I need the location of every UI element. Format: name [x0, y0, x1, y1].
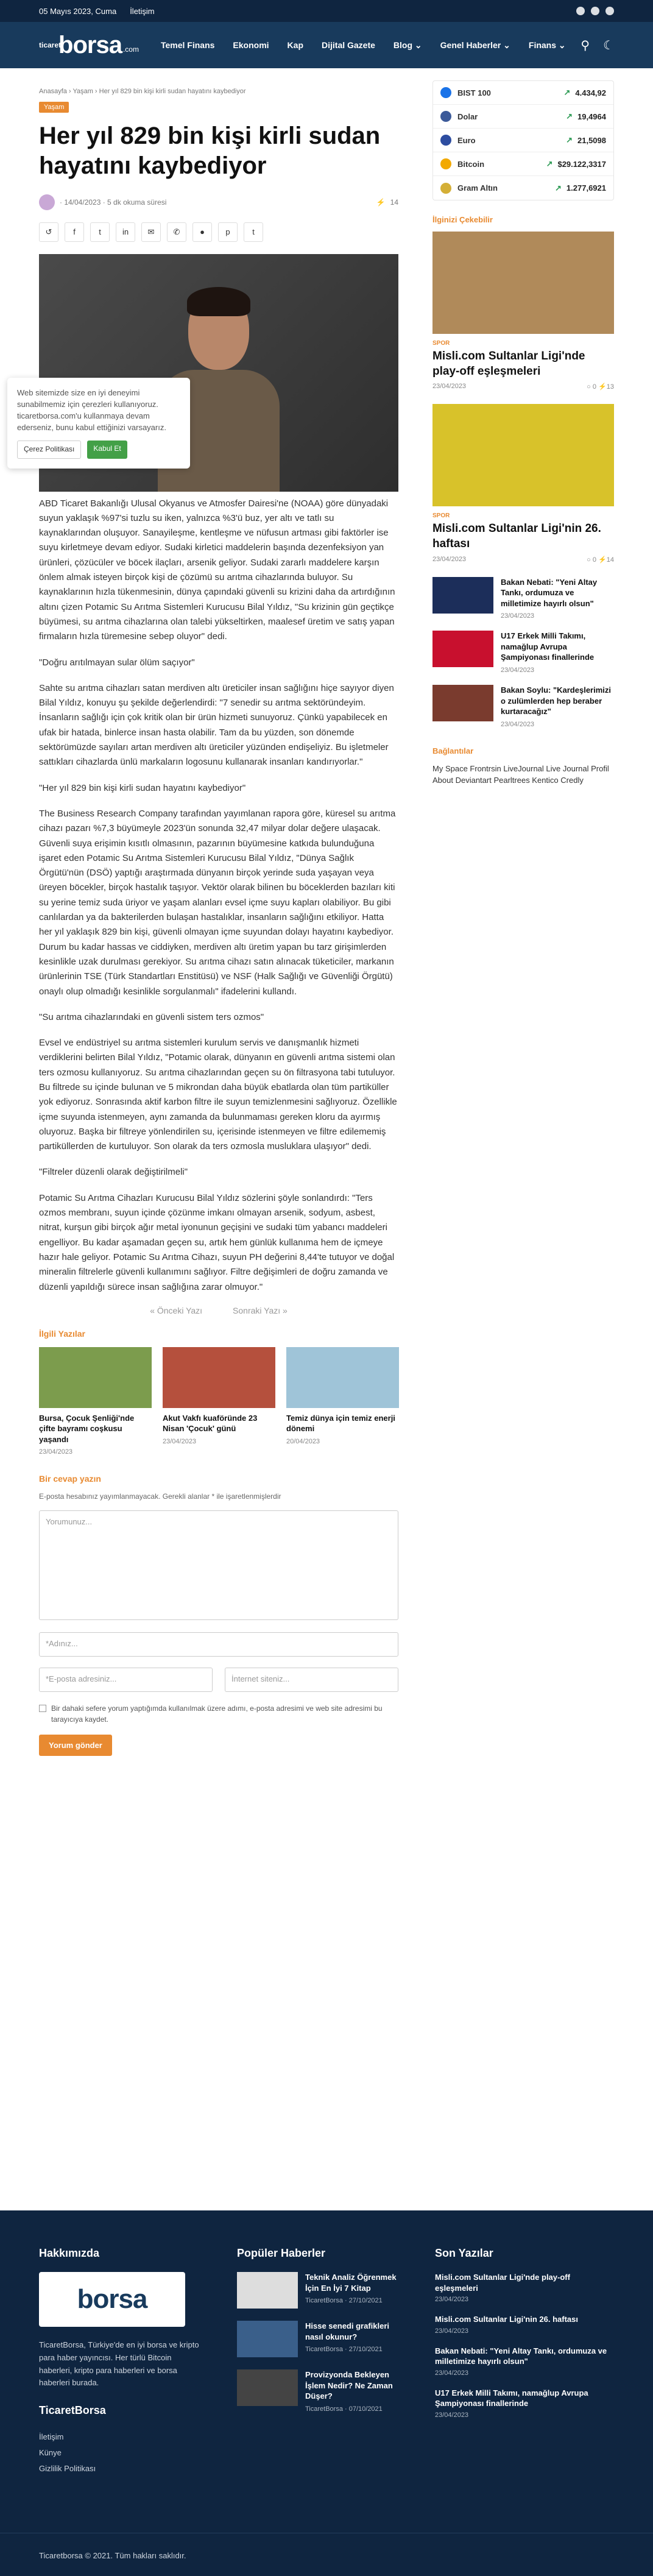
tumblr-share-icon[interactable]: t [244, 222, 263, 242]
category-badge[interactable]: Yaşam [39, 102, 69, 113]
share-icon[interactable]: ↺ [39, 222, 58, 242]
footer-about-heading: Hakkımızda [39, 2247, 100, 2259]
comment-heading: Bir cevap yazın [39, 1474, 101, 1484]
contact-link[interactable]: İletişim [130, 6, 155, 16]
list-item[interactable]: Teknik Analiz Öğrenmek İçin En İyi 7 Kitap TicaretBorsa · 27/10/2021 [237, 2272, 404, 2309]
breadcrumb[interactable]: Anasayfa › Yaşam › Her yıl 829 bin kişi kirli sudan hayatını kaybediyor [39, 88, 246, 95]
ticker-row[interactable]: BIST 100 ↗ 4.434,92 [433, 81, 613, 105]
ticker-row[interactable]: Euro ↗ 21,5098 [433, 129, 613, 152]
bolt-icon: ⚡ [598, 383, 607, 391]
related-heading: İlgili Yazılar [39, 1328, 86, 1339]
ticker-row[interactable]: Dolar ↗ 19,4964 [433, 105, 613, 129]
list-item[interactable]: Bakan Soylu: "Kardeşlerimizi o zulümlerden hep beraber kurtaracağız" 23/04/2023 [432, 685, 614, 728]
arrow-up-icon: ↗ [566, 135, 573, 144]
facebook-share-icon[interactable]: f [65, 222, 84, 242]
bolt-icon: ⚡ [598, 556, 607, 564]
gold-icon [440, 183, 451, 194]
website-field[interactable]: İnternet siteniz... [225, 1668, 398, 1692]
related-item[interactable]: Temiz dünya için temiz enerji dönemi 20/04/2023 [286, 1347, 399, 1456]
copyright: Ticaretborsa © 2021. Tüm hakları saklıdır. [39, 2551, 186, 2560]
bist-icon [440, 87, 451, 98]
search-icon[interactable]: ⚲ [581, 38, 590, 52]
list-item[interactable]: Bakan Nebati: "Yeni Altay Tankı, ordumuza ve milletimize hayırlı olsun" 23/04/2023 [432, 577, 614, 620]
twitter-icon[interactable] [591, 7, 599, 15]
nav-item-finans[interactable]: Finans ⌄ [528, 40, 566, 50]
avatar [39, 194, 55, 210]
eu-flag-icon [440, 135, 451, 146]
comment-icon: ○ [587, 556, 591, 564]
related-date: 20/04/2023 [286, 1437, 320, 1445]
footer-brand-heading: TicaretBorsa [39, 2404, 106, 2417]
dark-mode-icon[interactable]: ☾ [603, 38, 614, 52]
bolt-icon: ⚡ [376, 197, 386, 207]
partner-links[interactable]: My Space Frontrsin LiveJournal Live Journal Profil About Deviantart Pearltrees Kentico Credly [432, 763, 609, 785]
arrow-up-icon: ↗ [555, 183, 562, 193]
current-date: 05 Mayıs 2023, Cuma [39, 6, 117, 16]
nav-item-genel-haberler[interactable]: Genel Haberler ⌄ [440, 40, 510, 50]
list-item[interactable]: Hisse senedi grafikleri nasıl okunur? TicaretBorsa · 27/10/2021 [237, 2321, 404, 2357]
related-image[interactable] [286, 1347, 399, 1408]
related-posts [39, 1347, 398, 1456]
comment-textarea[interactable]: Yorumunuz... [39, 1510, 398, 1620]
share-bar [39, 222, 398, 242]
featured-image[interactable] [432, 232, 614, 334]
view-count: 14 [390, 197, 398, 207]
featured-image[interactable] [432, 404, 614, 506]
main-nav [0, 22, 653, 68]
arrow-up-icon: ↗ [563, 88, 571, 97]
related-item[interactable]: Akut Vakfı kuaföründe 23 Nisan 'Çocuk' günü 23/04/2023 [163, 1347, 275, 1456]
nav-item-kap[interactable]: Kap [287, 40, 303, 50]
email-share-icon[interactable]: ✉ [141, 222, 161, 242]
article-subheading: "Doğru arıtılmayan sular ölüm saçıyor" [39, 657, 195, 668]
featured-post[interactable]: SPOR Misli.com Sultanlar Ligi'nde play-off eşleşmeleri 23/04/2023 ○ 0 ⚡13 [432, 232, 614, 391]
submit-comment-button[interactable]: Yorum gönder [39, 1735, 112, 1756]
nav-item-temel-finans[interactable]: Temel Finans [160, 40, 215, 50]
article-paragraph: The Business Research Company tarafından yayımlanan rapora göre, küresel su arıtma cihazı pazarı %7,3 büyümeyle 2023'ün sonunda 32,47 milyar dolar değere ulaşacak. Güvenli suya erişimin kısıtlı olmasının, pazarının büyümesine katkıda bulunduğuna işaret eden Potamic Su Arıtma Sistemleri Kurucusu Bilal Yıldız, "Dünya Sağlık Örgütü'nün (DSÖ) yaptığı araştırmada dünyanın birçok yerinde suda yaşayan veya üreyen böcekler, birçok hastalık taşıyor. Vektör olarak bilinen bu böceklerden bazıları kiti su yerine temiz suda üriyor ve yaşam alanları evsel içme suyu kapları olabiliyor. Bu gibi canlılardan ya da bakterilerden bulaşan hastalıklar, insanların sağlığını etkiliyor. Hatta her yıl yaklaşık 829 bin kişi, güvenli olmayan içme suyundan dolayı hayatını kaybediyor. Durum bu kadar hassas ve ciddiyken, merdiven altı üretim yapan bu tarz girişimlerden kesinlikle uzak durulması gerekiyor. Su arıtma cihazı satın alınacak tüketiciler, markanın ürünlerinin TSE (Türk Standartları Enstitüsü) ve NSF (Halk Sağlığı ve Güvenliği Örgütü) onaylı olup olmadığı kesinlikle sorgulanmalı" ifadelerini kullandı. [39, 808, 396, 997]
list-item[interactable]: U17 Erkek Milli Takımı, namağlup Avrupa Şampiyonası finallerinde 23/04/2023 [435, 2388, 588, 2419]
thumb-image[interactable] [432, 577, 493, 614]
arrow-up-icon: ↗ [566, 111, 573, 121]
list-item[interactable]: U17 Erkek Milli Takımı, namağlup Avrupa Şampiyonası finallerinde 23/04/2023 [432, 631, 614, 674]
related-image[interactable] [163, 1347, 275, 1408]
post-navigation [39, 1306, 398, 1315]
footer-description: TicaretBorsa, Türkiye'de en iyi borsa ve kripto para haber yayıncısı. Her türlü Bitcoin haberleri, kripto para haberleri ve borsa haberleri burada. [39, 2340, 199, 2388]
footer-latest-heading: Son Yazılar [435, 2247, 493, 2259]
pinterest-share-icon[interactable]: p [218, 222, 238, 242]
next-post-link[interactable]: Sonraki Yazı » [233, 1305, 288, 1315]
article-paragraph: Evsel ve endüstriyel su arıtma sistemleri kurulum servis ve danışmanlık hizmeti verdiklerini belirten Bilal Yıldız, "Potamic olarak, dünyanın en güvenli arıtma sistemi olan ters ozmosu kullanıyoruz. Su arıtma cihazlarından geçen su ön filtrasyona tabi tutuluyor. Bu filtrede su içinde bulunan ve 5 mikrondan daha büyük ebatlarda olan tüm partiküller yok ediyoruz. Sonrasında aktif karbon filtre ile suyun temizlenmesini sağlıyoruz. Özellikle içme suyunda istenmeyen, aynı zamanda da bulunmaması gereken kloru da ayırmış oluyoruz. Başka bir filtreye yönlendirilen su, içerisinde istenmeyen ve filtre edilememiş partiküllerden de kurtuluyor. Son olarak da ters ozmosla musluklara ulaşıyor" dedi. [39, 1038, 397, 1152]
article-paragraph: Potamic Su Arıtma Cihazları Kurucusu Bilal Yıldız sözlerini şöyle sonlandırdı: "Ters ozmos membranı, suyun içinde çözünme imkanı olmayan arsenik, sodyum, asbest, nitrat, kurşun gibi birçok ağır metal iyonunun geçişini ve sudaki tüm yabancı maddeleri engelliyor. Bu kadar aşamadan geçen su, artık hem günlük kullanıma hem de içmeye hazır hale geliyor. Potamic Su Arıtma Cihazı, suyun PH değerini 8,44'te tutuyor ve doğal mineralin filtrelerle güvenli kullanımını sağlıyor. Filtre değişimleri de doğru zamanda ve düzenli yapıldığı sürece insan sağlığına zarar olmuyor." [39, 1192, 395, 1292]
twitter-share-icon[interactable]: t [90, 222, 110, 242]
post-stats: ○ 0 ⚡13 [587, 383, 614, 391]
email-field[interactable]: *E-posta adresiniz... [39, 1668, 213, 1692]
footer-logo[interactable]: borsa [39, 2272, 185, 2327]
article-paragraph: ABD Ticaret Bakanlığı Ulusal Okyanus ve Atmosfer Dairesi'ne (NOAA) göre dünyadaki suyun yaklaşık %97'si tuzlu su iken, yalnızca %3'ü buz, yer altı ve tatlı su kaynaklarından oluşuyor. Sanayileşme, kentleşme ve nüfusun artması gibi faktörler ise suyu kirletmeye devam ediyor. Sudaki kirletici maddelerin başında dezenfeksiyon yan ürünleri, çözücüler ve böcek ilaçları, arsenik geliyor. Sudaki zararlı maddelere karşın önlem almak isteyen birçok kişi de çözümü su arıtma cihazlarında buluyor. Su kaynaklarının hızla tükenmesinin, dünya çapındaki güvenli su krizini daha da artırdığının altını çizen Potamic Su Arıtma Sistemleri Kurucusu Bilal Yıldız, "Su krizinin gün geçtikçe büyümesi, su arıtma cihazlarına olan talebi yükseltirken, maalesef üretim ve satış yapan firmaların hızla türemesine sebep oluyor" dedi. [39, 498, 395, 642]
related-date: 23/04/2023 [163, 1437, 197, 1445]
arrow-up-icon: ↗ [546, 159, 553, 168]
list-item[interactable]: Provizyonda Bekleyen İşlem Nedir? Ne Zaman Düşer? TicaretBorsa · 07/10/2021 [237, 2369, 404, 2413]
article [39, 68, 398, 1756]
list-item[interactable]: Bakan Nebati: "Yeni Altay Tankı, ordumuza ve milletimize hayırlı olsun" 23/04/2023 [435, 2346, 607, 2377]
save-info-checkbox[interactable] [39, 1705, 46, 1712]
footer-link-imprint[interactable]: Künye [39, 2448, 62, 2458]
footer-popular-heading: Popüler Haberler [237, 2247, 326, 2259]
name-field[interactable]: *Adınız... [39, 1632, 398, 1657]
page-title: Her yıl 829 bin kişi kirli sudan hayatını kaybediyor [39, 122, 381, 179]
list-item[interactable]: Misli.com Sultanlar Ligi'nin 26. haftası 23/04/2023 [435, 2315, 578, 2335]
nav-item-dijital-gazete[interactable]: Dijital Gazete [322, 40, 375, 50]
article-subheading: "Filtreler düzenli olarak değiştirilmeli" [39, 1167, 188, 1178]
footer-link-contact[interactable]: İletişim [39, 2432, 64, 2442]
thumb-image[interactable] [432, 631, 493, 667]
post-stats: ○ 0 ⚡14 [587, 556, 614, 564]
top-bar [0, 0, 653, 22]
us-flag-icon [440, 111, 451, 122]
article-subheading: "Her yıl 829 bin kişi kirli sudan hayatını kaybediyor" [39, 782, 246, 793]
related-date: 23/04/2023 [39, 1448, 73, 1456]
related-item[interactable]: Bursa, Çocuk Şenliği'nde çifte bayramı coşkusu yaşandı 23/04/2023 [39, 1347, 152, 1456]
links-heading: Bağlantılar [432, 746, 474, 755]
prev-post-link[interactable]: « Önceki Yazı [150, 1305, 203, 1315]
sidebar-heading: İlginizi Çekebilir [432, 215, 493, 224]
ticker-row[interactable]: Gram Altın ↗ 1.277,6921 [433, 176, 613, 200]
footer-link-privacy[interactable]: Gizlilik Politikası [39, 2464, 96, 2474]
article-subheading: "Su arıtma cihazlarındaki en güvenli sistem ters ozmos" [39, 1011, 264, 1022]
sidebar [432, 68, 614, 1756]
cookie-banner [7, 378, 190, 469]
footer [0, 2210, 653, 2576]
article-paragraph: Sahte su arıtma cihazları satan merdiven altı üreticiler insan sağlığını hiçe sayıyor diyen Bilal Yıldız, konuyu şu şekilde değerlendirdi: "7 senedir su arıtma sektöründeyim. İnsanların sağlığı için çok kritik olan bir ürün hizmeti sunuyoruz. Çünkü yapabilecek en ufak bir hatada, binlerce insan hasta olabilir. Tam da bu yüzden, son dönemde sektörümüzde sayıları artan merdiven altı üreticiler yüzünden endişeliyiz. Bu işletmeler sattıkları cihazlarda ünlü markaların logosunu kullanarak insanları kandırıyorlar." [39, 682, 394, 768]
market-ticker [432, 80, 614, 200]
thumb-image[interactable] [237, 2369, 298, 2406]
related-image[interactable] [39, 1347, 152, 1408]
cookie-text: Web sitemizde size en iyi deneyimi sunabilmemiz için çerezleri kullanıyoruz. ticaretborsa.com'u kullanmaya devam ederseniz, bunu kabul ettiğinizi varsayarız. [17, 388, 166, 432]
nav-item-ekonomi[interactable]: Ekonomi [233, 40, 269, 50]
site-logo[interactable]: ticaret borsa .com [39, 32, 139, 58]
comment-icon: ○ [587, 383, 591, 391]
save-info-label: Bir dahaki sefere yorum yaptığımda kullanılmak üzere adımı, e-posta adresimi ve web site adresimi bu tarayıcıya kaydet. [51, 1704, 383, 1724]
comment-note: E-posta hesabınız yayımlanmayacak. Gerekli alanlar * ile işaretlenmişlerdir [39, 1492, 281, 1501]
ticker-row[interactable]: Bitcoin ↗ $29.122,3317 [433, 152, 613, 176]
thumb-image[interactable] [237, 2272, 298, 2309]
thumb-image[interactable] [432, 685, 493, 721]
cookie-accept-button[interactable]: Kabul Et [87, 441, 127, 458]
cookie-policy-button[interactable]: Çerez Politikası [17, 441, 81, 458]
reddit-share-icon[interactable]: ● [192, 222, 212, 242]
instagram-icon[interactable] [605, 7, 614, 15]
whatsapp-share-icon[interactable]: ✆ [167, 222, 186, 242]
nav-item-blog[interactable]: Blog ⌄ [393, 40, 422, 50]
featured-post[interactable]: SPOR Misli.com Sultanlar Ligi'nin 26. haftası 23/04/2023 ○ 0 ⚡14 [432, 404, 614, 563]
article-date: · 14/04/2023 · 5 dk okuma süresi [60, 197, 167, 207]
thumb-image[interactable] [237, 2321, 298, 2357]
bitcoin-icon [440, 158, 451, 169]
article-meta [39, 194, 398, 210]
list-item[interactable]: Misli.com Sultanlar Ligi'nde play-off eşleşmeleri 23/04/2023 [435, 2273, 570, 2304]
linkedin-share-icon[interactable]: in [116, 222, 135, 242]
facebook-icon[interactable] [576, 7, 585, 15]
